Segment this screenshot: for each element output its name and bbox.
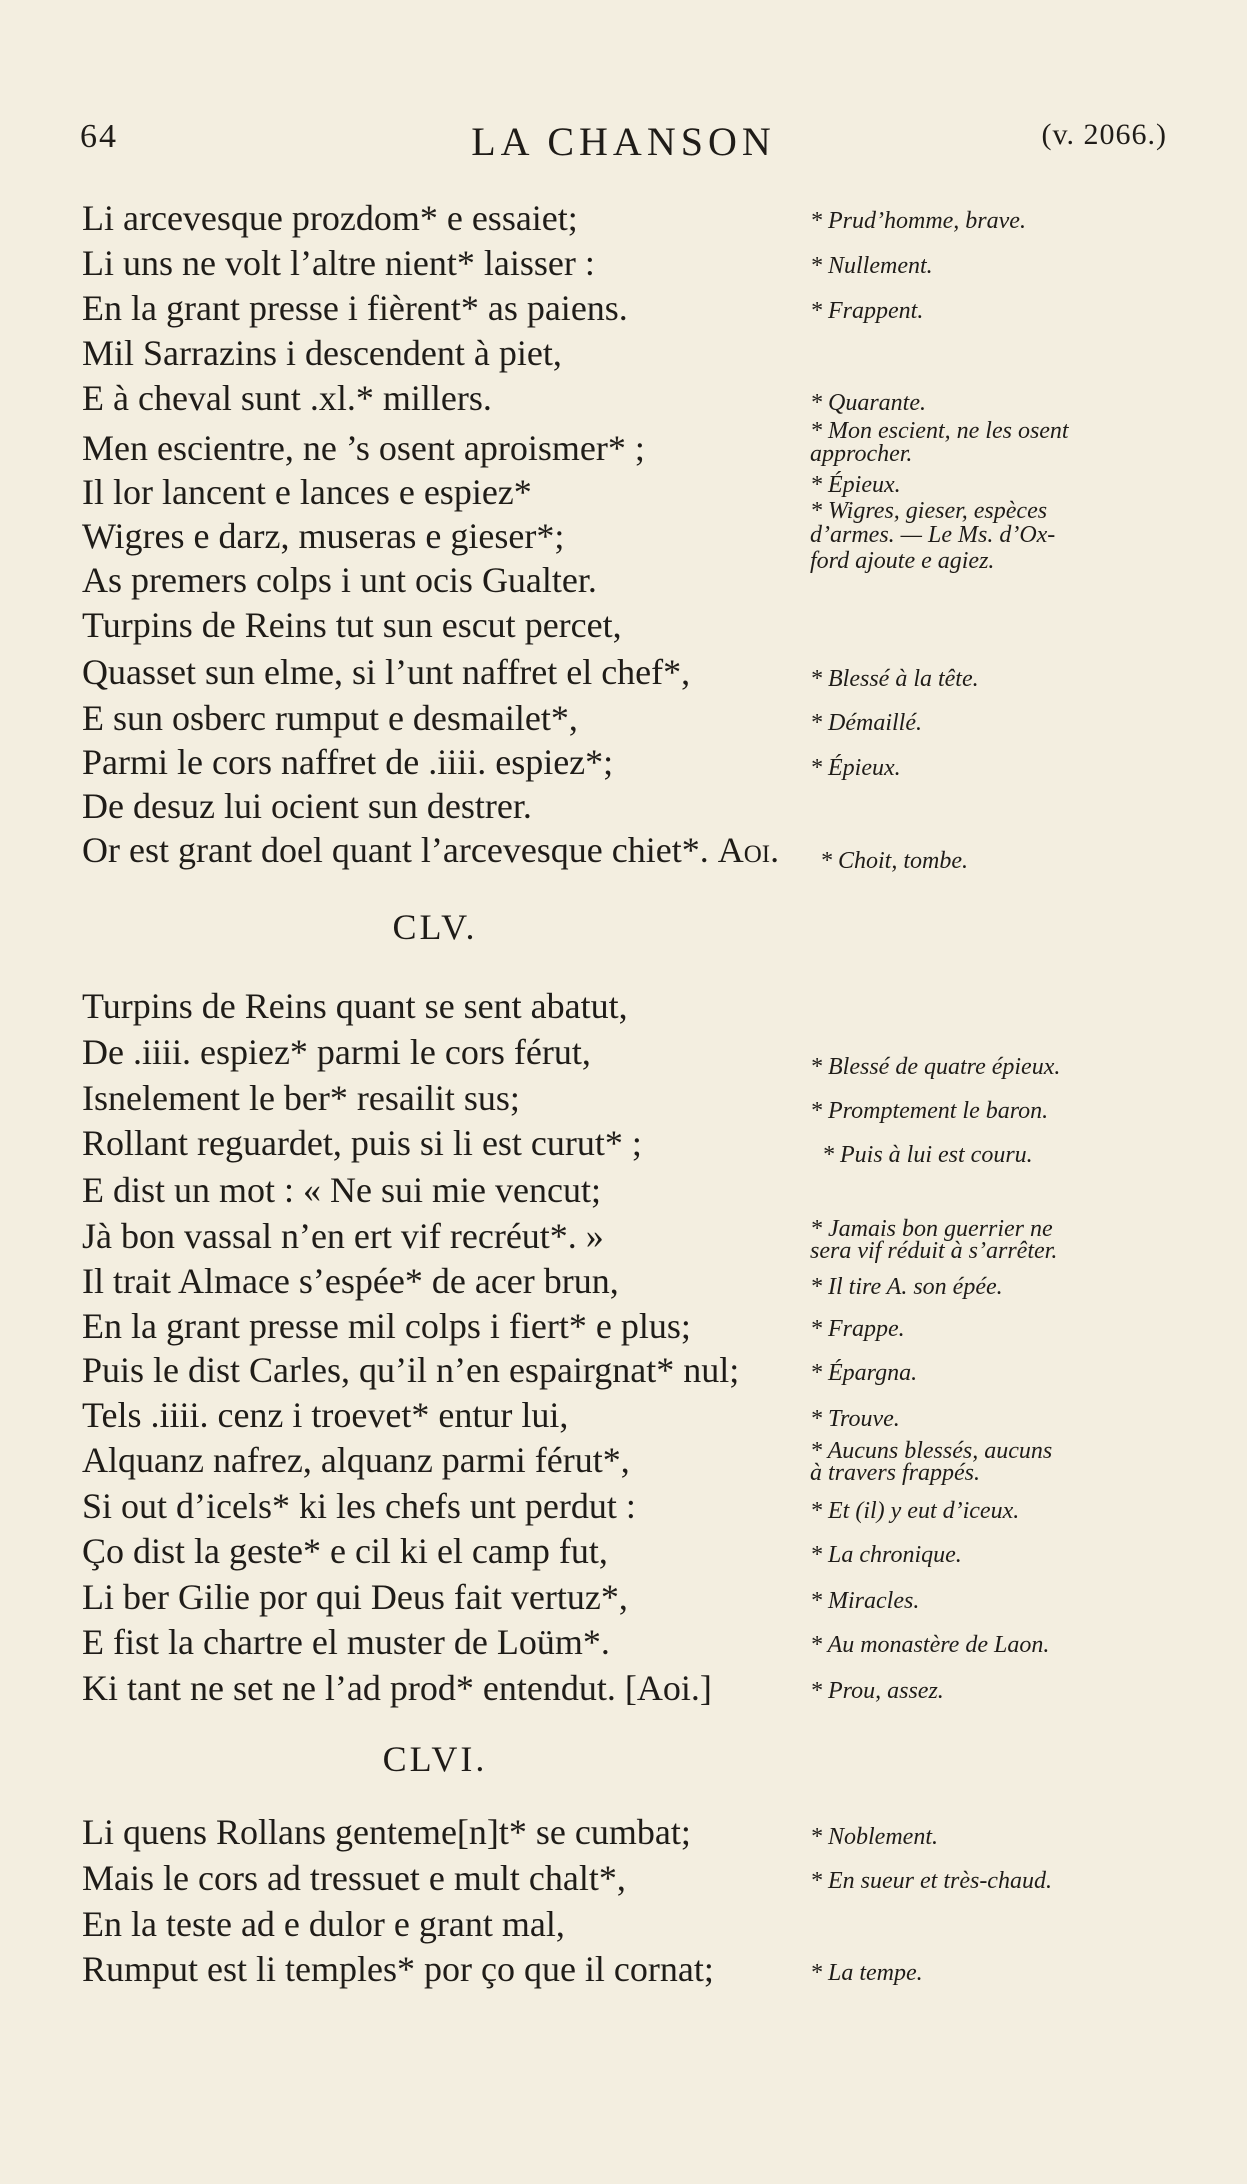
footnote: * Blessé de quatre épieux.: [810, 1054, 1061, 1080]
verse-line: En la grant presse i fièrent* as paiens.: [82, 288, 628, 328]
verse-text: Or est grant doel quant l’arcevesque chiet*.: [82, 830, 709, 870]
verse-line: Il trait Almace s’espée* de acer brun,: [82, 1261, 619, 1301]
footnote: * Miracles.: [810, 1588, 920, 1614]
footnote: * Trouve.: [810, 1406, 900, 1432]
verse-line: Il lor lancent e lances e espiez*: [82, 472, 532, 512]
footnote: * Démaillé.: [810, 710, 922, 736]
page-number: 64: [80, 118, 118, 155]
verse-line: En la teste ad e dulor e grant mal,: [82, 1904, 565, 1944]
verse-line: Men escientre, ne ’s osent aproismer* ;: [82, 428, 645, 468]
footnote: * La chronique.: [810, 1542, 962, 1568]
footnote: * Jamais bon guerrier ne: [810, 1216, 1053, 1242]
footnote-cont: sera vif réduit à s’arrêter.: [810, 1238, 1058, 1264]
running-header: [80, 118, 1167, 166]
footnote: * Mon escient, ne les osent: [810, 418, 1069, 444]
footnote: * Quarante.: [810, 390, 926, 416]
footnote: * Nullement.: [810, 253, 933, 279]
footnote-cont: à travers frappés.: [810, 1460, 980, 1486]
verse-line: E fist la chartre el muster de Loüm*.: [82, 1622, 610, 1662]
verse-line: Isnelement le ber* resailit sus;: [82, 1078, 520, 1118]
verse-line-with-aoi: [82, 830, 779, 870]
footnote: * Prud’homme, brave.: [810, 208, 1026, 234]
verse-reference: (v. 2066.): [1041, 118, 1167, 151]
footnote: * Puis à lui est couru.: [822, 1142, 1033, 1168]
footnote: * Épieux.: [810, 755, 901, 781]
verse-line: As premers colps i unt ocis Gualter.: [82, 560, 597, 600]
verse-line: Mais le cors ad tressuet e mult chalt*,: [82, 1858, 626, 1898]
verse-line: De desuz lui ocient sun destrer.: [82, 786, 532, 826]
verse-line: Ki tant ne set ne l’ad prod* entendut. [Aoi.]: [82, 1668, 712, 1708]
running-title: LA CHANSON: [471, 119, 776, 164]
verse-line: Jà bon vassal n’en ert vif recréut*. »: [82, 1216, 604, 1256]
verse-line: Puis le dist Carles, qu’il n’en espairgnat* nul;: [82, 1350, 740, 1390]
verse-line: Parmi le cors naffret de .iiii. espiez*;: [82, 742, 614, 782]
footnote: * Au monastère de Laon.: [810, 1632, 1050, 1658]
verse-line: Ço dist la geste* e cil ki el camp fut,: [82, 1531, 608, 1571]
footnote: * Épieux.: [810, 472, 901, 498]
footnote: * Promptement le baron.: [810, 1098, 1049, 1124]
verse-line: Mil Sarrazins i descendent à piet,: [82, 333, 562, 373]
laisse-number: CLV.: [392, 907, 478, 947]
footnote: * Prou, assez.: [810, 1678, 944, 1704]
aoi-marker: Aoi.: [717, 830, 780, 870]
footnote-cont: ford ajoute e agiez.: [810, 548, 995, 574]
footnote: * Wigres, gieser, espèces: [810, 498, 1048, 524]
verse-line: Li quens Rollans genteme[n]t* se cumbat;: [82, 1812, 691, 1852]
verse-line: Si out d’icels* ki les chefs unt perdut :: [82, 1486, 636, 1526]
verse-line: Rumput est li temples* por ço que il cornat;: [82, 1949, 714, 1989]
footnote: * Aucuns blessés, aucuns: [810, 1438, 1053, 1464]
footnote: * Épargna.: [810, 1360, 918, 1386]
verse-line: Li ber Gilie por qui Deus fait vertuz*,: [82, 1577, 628, 1617]
footnote: * En sueur et très-chaud.: [810, 1868, 1052, 1894]
verse-line: Quasset sun elme, si l’unt naffret el chef*,: [82, 652, 691, 692]
footnote: * La tempe.: [810, 1960, 923, 1986]
verse-line: Rollant reguardet, puis si li est curut* ;: [82, 1123, 642, 1163]
verse-line: Li uns ne volt l’altre nient* laisser :: [82, 243, 595, 283]
verse-line: Wigres e darz, museras e gieser*;: [82, 516, 565, 556]
footnote: * Choit, tombe.: [820, 848, 968, 874]
footnote: * Frappe.: [810, 1316, 905, 1342]
verse-line: Li arcevesque prozdom* e essaiet;: [82, 198, 578, 238]
verse-line: Tels .iiii. cenz i troevet* entur lui,: [82, 1395, 569, 1435]
footnote: * Blessé à la tête.: [810, 666, 979, 692]
verse-line: Turpins de Reins tut sun escut percet,: [82, 605, 622, 645]
verse-line: E à cheval sunt .xl.* millers.: [82, 378, 492, 418]
footnote: * Noblement.: [810, 1824, 938, 1850]
verse-line: E dist un mot : « Ne sui mie vencut;: [82, 1170, 601, 1210]
verse-line: En la grant presse mil colps i fiert* e plus;: [82, 1306, 691, 1346]
verse-line: E sun osberc rumput e desmailet*,: [82, 698, 578, 738]
footnote-cont: approcher.: [810, 441, 913, 467]
verse-line: Alquanz nafrez, alquanz parmi férut*,: [82, 1440, 630, 1480]
footnote: * Frappent.: [810, 298, 924, 324]
footnote: * Il tire A. son épée.: [810, 1274, 1003, 1300]
laisse-number: CLVI.: [382, 1739, 488, 1779]
footnote: * Et (il) y eut d’iceux.: [810, 1498, 1020, 1524]
verse-line: De .iiii. espiez* parmi le cors férut,: [82, 1032, 591, 1072]
verse-line: Turpins de Reins quant se sent abatut,: [82, 986, 628, 1026]
footnote-cont: d’armes. — Le Ms. d’Ox-: [810, 522, 1056, 548]
